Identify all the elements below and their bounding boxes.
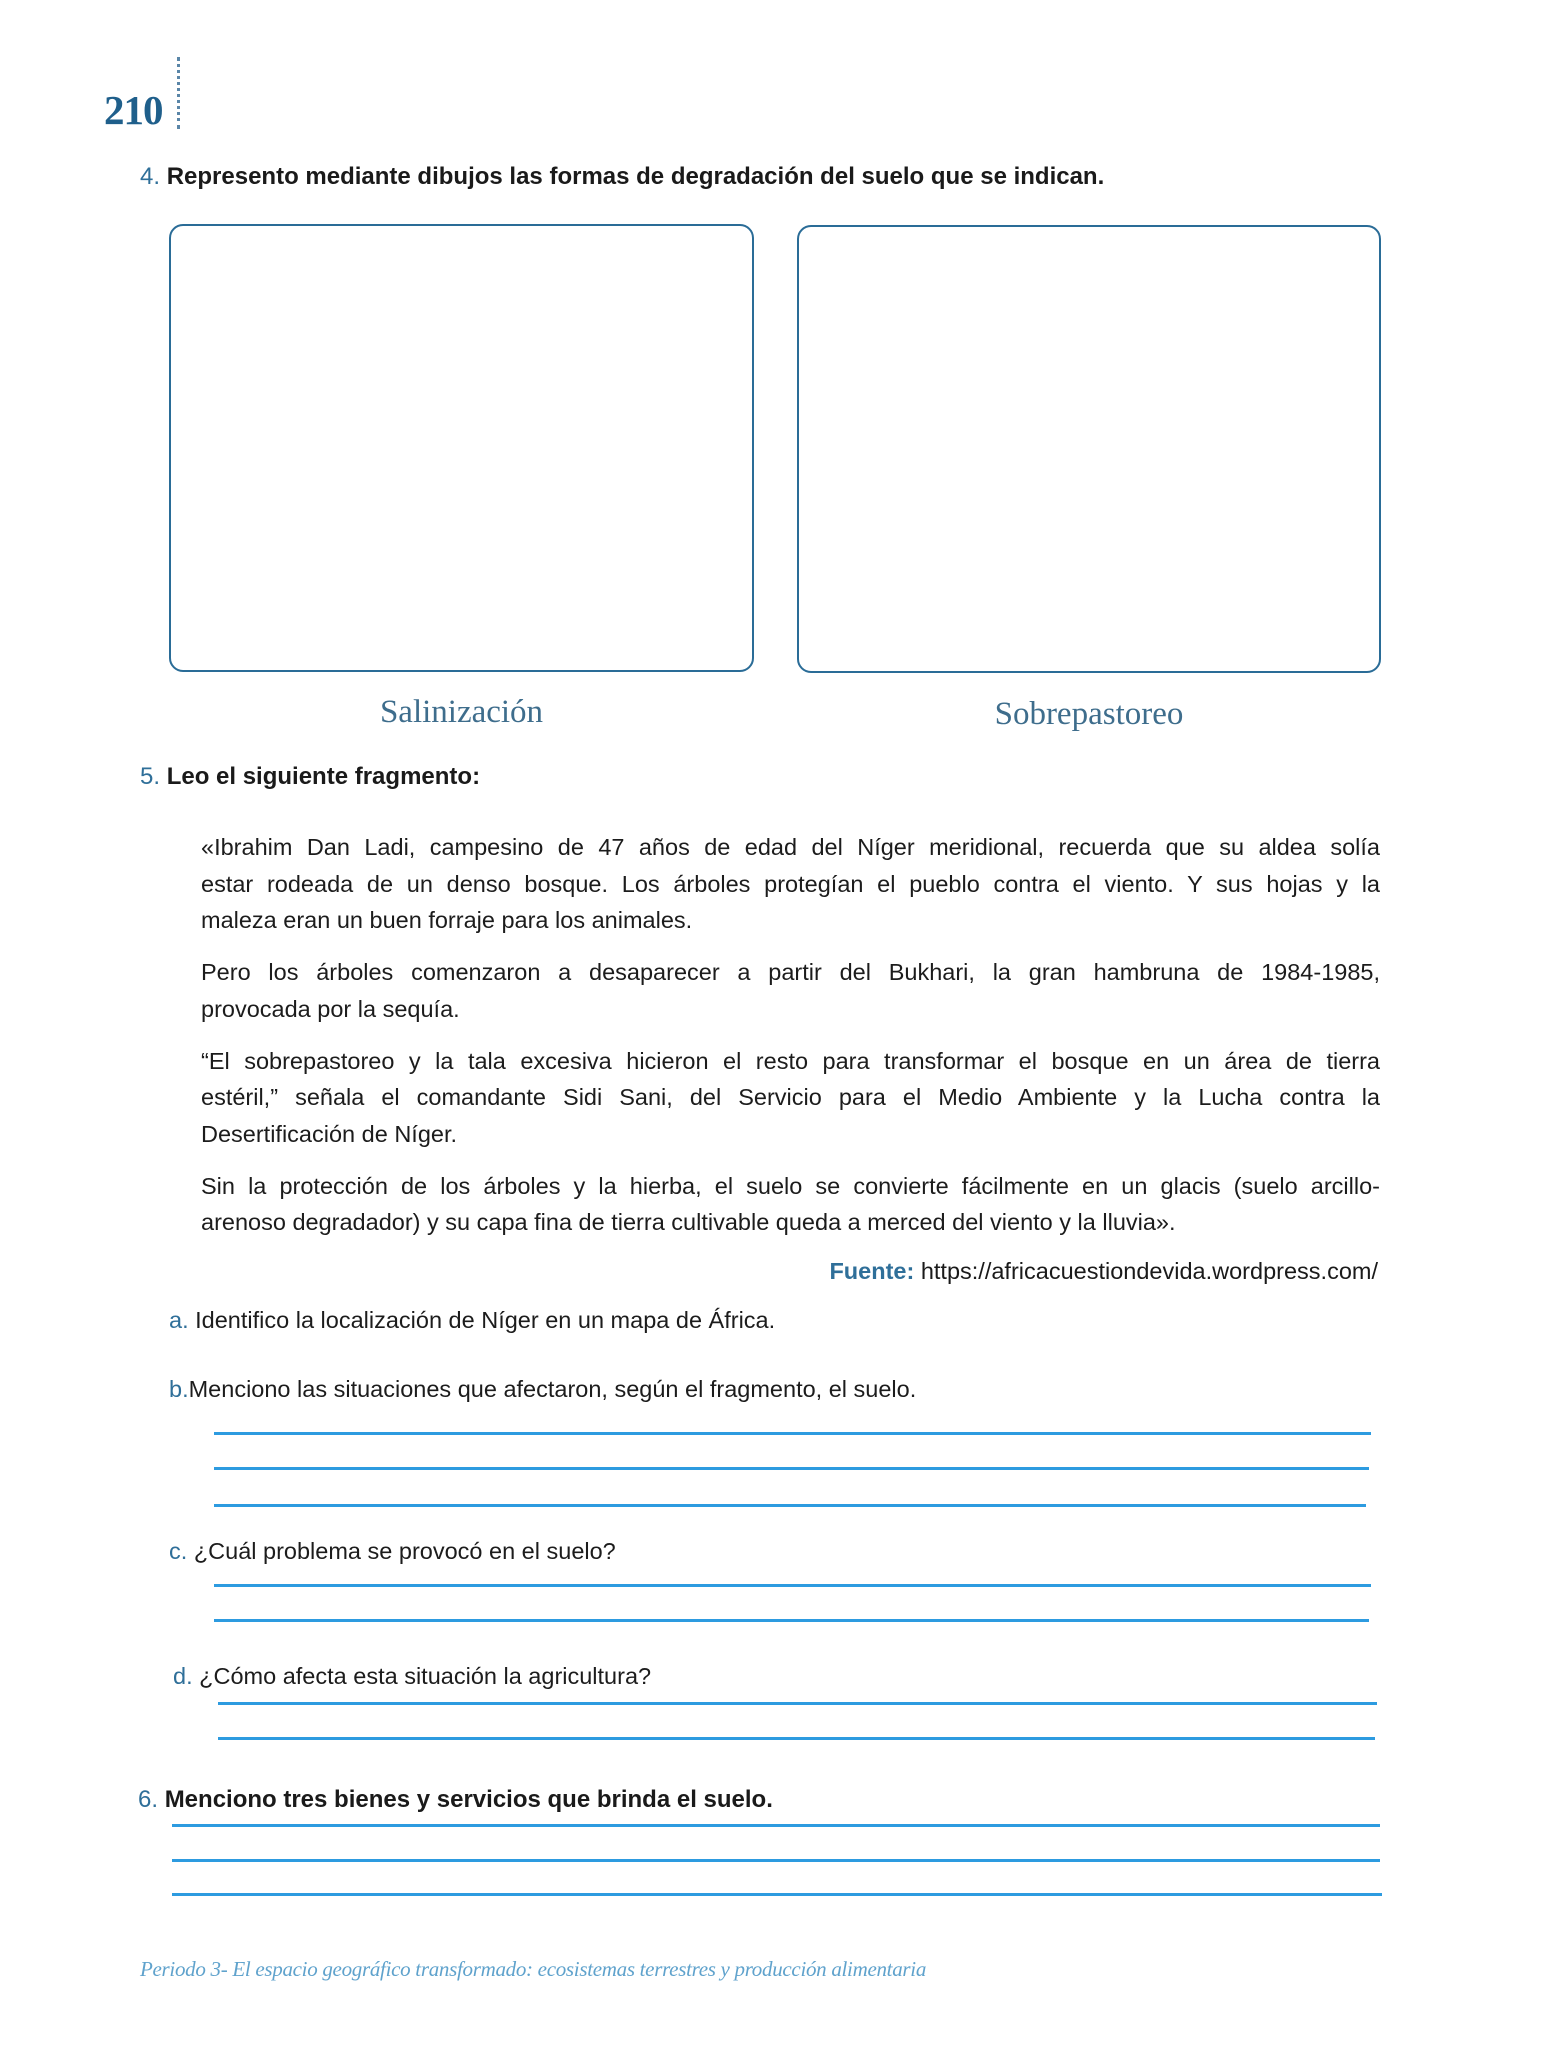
answer-line-b-3[interactable] <box>214 1504 1366 1507</box>
passage-line: arenoso degradador) y su capa fina de tierra cultivable queda a merced del viento y la lluvia». <box>201 1209 1176 1235</box>
passage-line: maleza eran un buen forraje para los animales. <box>201 907 693 933</box>
subquestion-c <box>169 1536 616 1566</box>
question-number: 6. <box>138 1786 159 1813</box>
answer-line-d-2[interactable] <box>218 1737 1375 1740</box>
passage-line: estar rodeada de un denso bosque. Los árboles protegían el pueblo contra el viento. Y sus hojas y la <box>201 870 1380 897</box>
subquestion-text: Menciono las situaciones que afectaron, según el fragmento, el suelo. <box>188 1376 917 1402</box>
question-5-heading <box>140 762 480 792</box>
question-4-heading <box>140 162 1104 192</box>
answer-line-d-1[interactable] <box>218 1702 1377 1705</box>
passage-line: Pero los árboles comenzaron a desaparecer a partir del Bukhari, la gran hambruna de 1984-1985, <box>201 959 1380 985</box>
answer-line-6-1[interactable] <box>172 1824 1380 1827</box>
subquestion-text: ¿Cómo afecta esta situación la agricultura? <box>199 1663 652 1689</box>
page-number-divider <box>177 57 180 129</box>
passage-paragraph <box>201 829 1380 939</box>
drawing-box-sobrepastoreo[interactable] <box>797 225 1381 673</box>
drawing-box-salinizacion[interactable] <box>169 224 754 672</box>
passage-paragraph <box>201 1168 1380 1241</box>
passage-line: Desertificación de Níger. <box>201 1120 458 1147</box>
answer-line-6-3[interactable] <box>172 1893 1382 1896</box>
question-text: Menciono tres bienes y servicios que brinda el suelo. <box>164 1786 773 1813</box>
source-url: https://africacuestiondevida.wordpress.com/ <box>920 1258 1378 1284</box>
subquestion-letter: d. <box>173 1663 193 1689</box>
passage-line: “El sobrepastoreo y la tala excesiva hicieron el resto para transformar el bosque en un área de tierra <box>201 1047 1380 1074</box>
question-text: Represento mediante dibujos las formas de degradación del suelo que se indican. <box>166 163 1105 190</box>
subquestion-text: ¿Cuál problema se provocó en el suelo? <box>193 1538 616 1564</box>
answer-line-b-1[interactable] <box>214 1432 1371 1435</box>
passage-source <box>829 1256 1378 1286</box>
question-number: 5. <box>140 763 161 790</box>
drawing-label-sobrepastoreo: Sobrepastoreo <box>994 696 1184 732</box>
answer-line-b-2[interactable] <box>214 1467 1369 1470</box>
passage-paragraph <box>201 1043 1380 1153</box>
subquestion-letter: a. <box>169 1307 189 1333</box>
page-number: 210 <box>104 87 163 133</box>
passage-line: Sin la protección de los árboles y la hierba, el suelo se convierte fácilmente en un glacis (suelo arcillo- <box>201 1172 1380 1199</box>
passage-line: provocada por la sequía. <box>201 995 460 1022</box>
source-label: Fuente: <box>829 1258 915 1284</box>
question-number: 4. <box>140 163 161 190</box>
question-text: Leo el siguiente fragmento: <box>166 763 481 790</box>
subquestion-d <box>173 1661 651 1691</box>
reading-passage <box>201 829 1380 1256</box>
subquestion-letter: b. <box>169 1376 189 1402</box>
answer-line-c-2[interactable] <box>214 1619 1369 1622</box>
passage-line: estéril,” señala el comandante Sidi Sani, del Servicio para el Medio Ambiente y la Lucha contra la <box>201 1084 1380 1110</box>
drawing-label-salinizacion: Salinización <box>379 694 544 730</box>
subquestion-b <box>169 1374 916 1404</box>
subquestion-letter: c. <box>169 1538 188 1564</box>
passage-paragraph <box>201 954 1380 1027</box>
answer-line-c-1[interactable] <box>214 1584 1371 1587</box>
answer-line-6-2[interactable] <box>172 1859 1380 1862</box>
passage-line: «Ibrahim Dan Ladi, campesino de 47 años de edad del Níger meridional, recuerda que su aldea solía <box>201 834 1380 860</box>
page-footer: Periodo 3- El espacio geográfico transformado: ecosistemas terrestres y producción alimentaria <box>140 1957 927 1981</box>
question-6-heading <box>138 1785 773 1815</box>
subquestion-a <box>169 1305 775 1335</box>
subquestion-text: Identifico la localización de Níger en un mapa de África. <box>195 1307 776 1333</box>
